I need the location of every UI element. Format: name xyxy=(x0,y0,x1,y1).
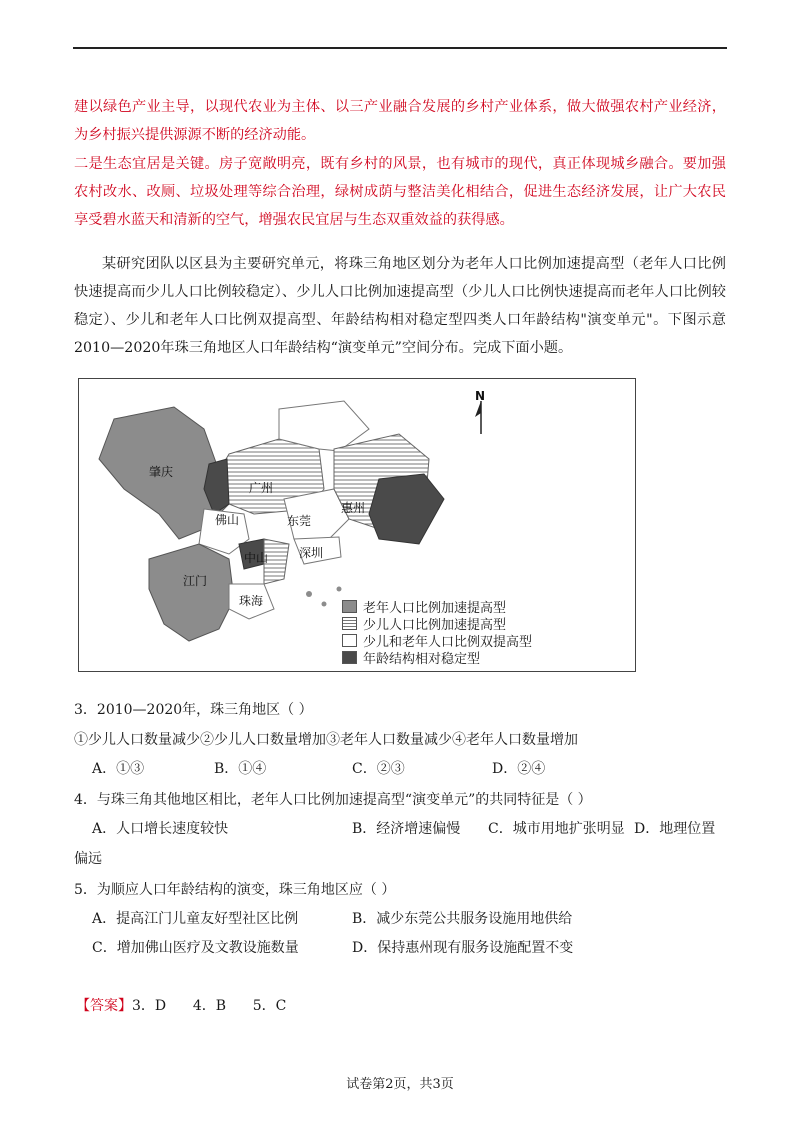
page-footer: 试卷第2页，共3页 xyxy=(346,1077,454,1092)
q3-items: ①少儿人口数量减少②少儿人口数量增加③老年人口数量减少④老年人口数量增加 xyxy=(74,732,578,748)
legend-swatch-dark xyxy=(342,651,357,664)
header-rule xyxy=(73,47,727,49)
q5-option-d[interactable]: D．保持惠州现有服务设施配置不变 xyxy=(352,940,574,956)
q3-option-b[interactable]: B．①④ xyxy=(214,761,267,777)
region-huizhou-dark xyxy=(369,474,444,544)
city-label-jiangmen: 江门 xyxy=(183,574,208,588)
q4-option-c[interactable]: C．城市用地扩张明显 xyxy=(488,821,625,837)
q4-option-a[interactable]: A．人口增长速度较快 xyxy=(92,821,229,837)
q3-stem: 3．2010—2020年，珠三角地区（ ） xyxy=(74,702,313,718)
q4-option-b[interactable]: B．经济增速偏慢 xyxy=(352,821,461,837)
legend-item-both: 少儿和老年人口比例双提高型 xyxy=(342,632,564,649)
legend-item-stable: 年龄结构相对稳定型 xyxy=(342,649,564,666)
q3-option-d[interactable]: D．②④ xyxy=(492,761,546,777)
city-label-huizhou: 惠州 xyxy=(341,501,366,515)
q3-option-a[interactable]: A．①③ xyxy=(92,761,145,777)
legend-swatch-hatch xyxy=(342,617,357,630)
answer-text: 3．D 4．B 5．C xyxy=(132,998,287,1014)
legend-swatch-gray xyxy=(342,600,357,613)
answer-line xyxy=(76,992,286,1020)
legend-item-aging: 老年人口比例加速提高型 xyxy=(342,598,564,615)
q5-stem: 5．为顺应人口年龄结构的演变，珠三角地区应（ ） xyxy=(74,882,396,898)
city-label-zhuhai: 珠海 xyxy=(239,594,264,608)
paragraph-red-1: 建以绿色产业主导，以现代农业为主体、以三产业融合发展的乡村产业体系，做大做强农村产业经济，为乡村振兴提供源源不断的经济动能。 xyxy=(74,99,726,143)
q4-option-d[interactable]: D．地理位置 xyxy=(634,821,716,837)
paragraph-intro: 某研究团队以区县为主要研究单元，将珠三角地区划分为老年人口比例加速提高型（老年人口比例快速提高而少儿人口比例较稳定）、少儿人口比例加速提高型（少儿人口比例快速提高而老年人口比例较稳定）、少儿和老年人口比例双提高型、年龄结构相对稳定型四类人口年龄结构"演变单元"。下图示意2010—2020年珠三角地区人口年龄结构“演变单元”空间分布。完成下面小题。 xyxy=(74,256,726,356)
city-label-zhongshan: 中山 xyxy=(244,551,269,565)
paragraph-red-2: 二是生态宜居是关键。房子宽敞明亮，既有乡村的风景，也有城市的现代，真正体现城乡融合。要加强农村改水、改厕、垃圾处理等综合治理，绿树成荫与整洁美化相结合，促进生态经济发展，让广大农民享受碧水蓝天和清新的空气，增强农民宜居与生态双重效益的获得感。 xyxy=(74,156,726,228)
q5-option-a[interactable]: A．提高江门儿童友好型社区比例 xyxy=(92,911,299,927)
map-legend xyxy=(342,598,564,666)
region-jiangmen xyxy=(149,544,234,641)
city-label-dongguan: 东莞 xyxy=(287,514,312,528)
q5-option-b[interactable]: B．减少东莞公共服务设施用地供给 xyxy=(352,911,573,927)
legend-swatch-white xyxy=(342,634,357,647)
north-arrow-label: N xyxy=(475,389,486,403)
q4-stem: 4．与珠三角其他地区相比，老年人口比例加速提高型“演变单元”的共同特征是（ ） xyxy=(74,792,592,808)
city-label-zhaoqing: 肇庆 xyxy=(149,465,174,479)
q3-option-c[interactable]: C．②③ xyxy=(352,761,405,777)
prd-map-figure xyxy=(78,378,636,672)
city-label-shenzhen: 深圳 xyxy=(299,546,324,560)
q5-option-c[interactable]: C．增加佛山医疗及文教设施数量 xyxy=(92,940,299,956)
city-label-foshan: 佛山 xyxy=(215,513,240,527)
city-label-guangzhou: 广州 xyxy=(249,481,274,495)
legend-item-youth: 少儿人口比例加速提高型 xyxy=(342,615,564,632)
q4-option-d-continuation: 偏远 xyxy=(74,851,102,867)
answer-label: 【答案】 xyxy=(76,998,132,1014)
